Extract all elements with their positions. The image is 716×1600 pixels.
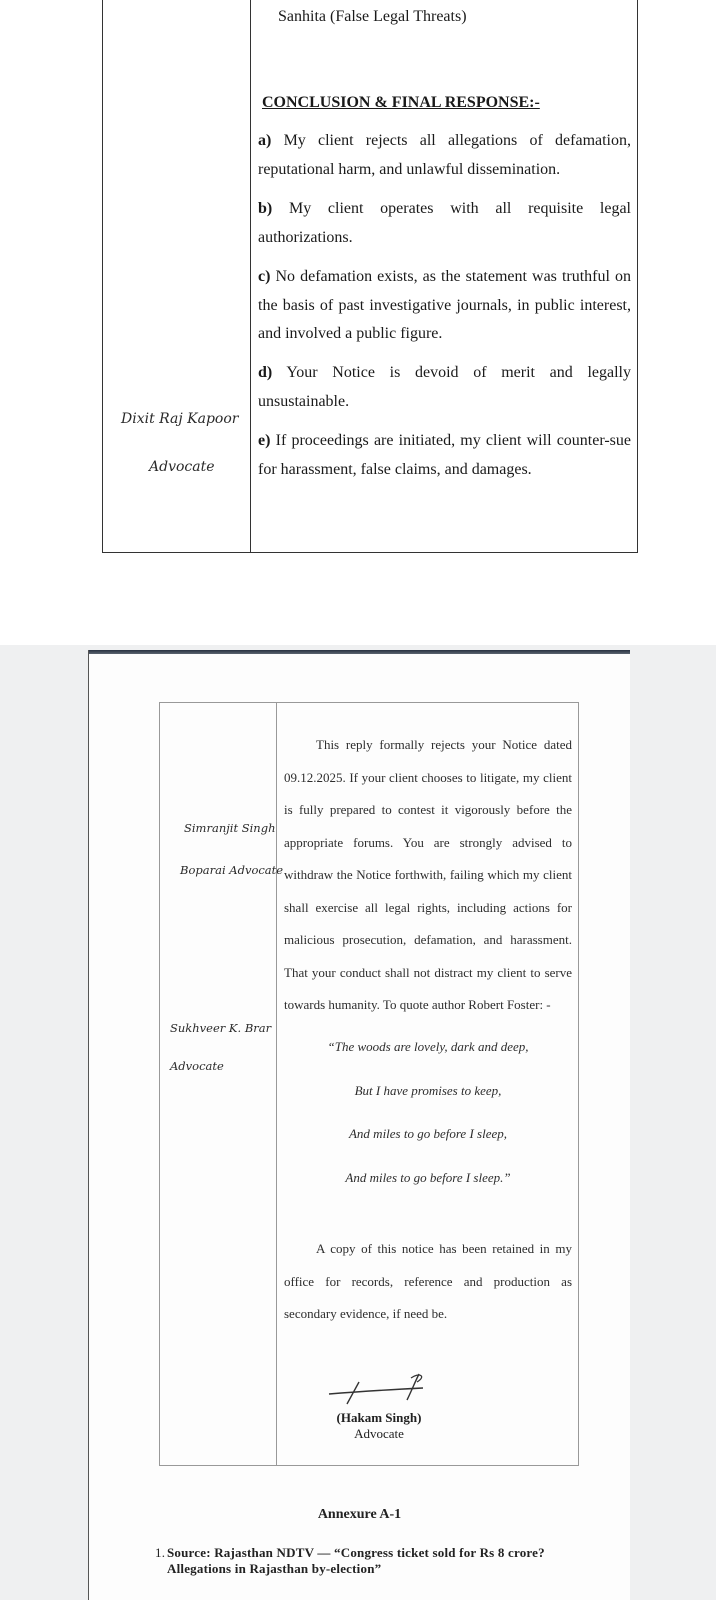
point-text: If proceedings are initiated, my client will counter-sue for harassment, false claims, and damages. [258,432,632,478]
point-d [258,359,631,416]
section-heading: CONCLUSION & FINAL RESPONSE:- [262,94,540,111]
side-signature-1-line2: Boparai Advocate [180,863,284,877]
point-text: My client operates with all requisite legal authorizations. [258,200,632,246]
poem-line: And miles to go before I sleep, [348,1126,507,1141]
signatory-name: (Hakam Singh) [336,1410,422,1425]
handwritten-signature [323,1370,433,1410]
point-label: c) [258,268,271,285]
point-label: d) [258,364,273,381]
point-label: e) [258,432,271,449]
side-signature-2-line2: Advocate [170,1059,224,1073]
point-text: Your Notice is devoid of merit and legally unsustainable. [258,364,631,410]
source-number: 1. [155,1545,166,1560]
signatory-title: Advocate [354,1426,404,1441]
point-b [258,195,631,252]
side-signature-title: Advocate [149,459,215,475]
signatory-block [289,1410,469,1442]
point-text: My client rejects all allegations of defamation, reputational harm, and unlawful dissemination. [258,132,632,178]
point-text: No defamation exists, as the statement was truthful on the basis of past investigative journals, in public interest, and involved a public figure. [258,268,632,342]
source-text: Source: Rajasthan NDTV — “Congress ticket sold for Rs 8 crore? Allegations in Rajasthan by-election” [167,1545,545,1576]
side-signature-name: Dixit Raj Kapoor [121,411,239,427]
poem-line: “The woods are lovely, dark and deep, [327,1039,529,1054]
column-divider [276,703,277,1465]
poem-line: But I have promises to keep, [354,1082,502,1098]
point-label: b) [258,200,273,217]
annexure-source-item [155,1545,597,1577]
retention-paragraph: A copy of this notice has been retained in my office for records, reference and production as secondary evidence, if need be. [284,1241,572,1321]
point-e [258,427,631,484]
point-a [258,127,631,184]
quoted-poem [284,1039,572,1213]
point-c [258,263,631,349]
annexure-title: Annexure A-1 [317,1507,402,1522]
column-divider [250,0,251,552]
document-page-1 [0,0,716,645]
page1-table [102,0,638,553]
continued-text-fragment: Sanhita (False Legal Threats) [278,8,467,25]
point-label: a) [258,132,272,149]
poem-line: And miles to go before I sleep.” [345,1169,511,1185]
scan-edge [89,650,630,654]
page2-table [159,702,579,1466]
closing-paragraph: This reply formally rejects your Notice dated 09.12.2025. If your client chooses to litigate, my client is fully prepared to contest it vigorously before the appropriate forums. You are strongly advised to withdraw the Notice forthwith, failing which my client shall exercise all legal rights, including actions for malicious prosecution, defamation, and harassment. That your conduct shall not distract my client to serve towards humanity. To quote author Robert Foster: - [284,737,572,1012]
side-signature-2-line1: Sukhveer K. Brar [170,1021,272,1035]
side-signature-1-line1: Simranjit Singh [184,821,276,835]
document-page-2-scan [88,650,630,1600]
